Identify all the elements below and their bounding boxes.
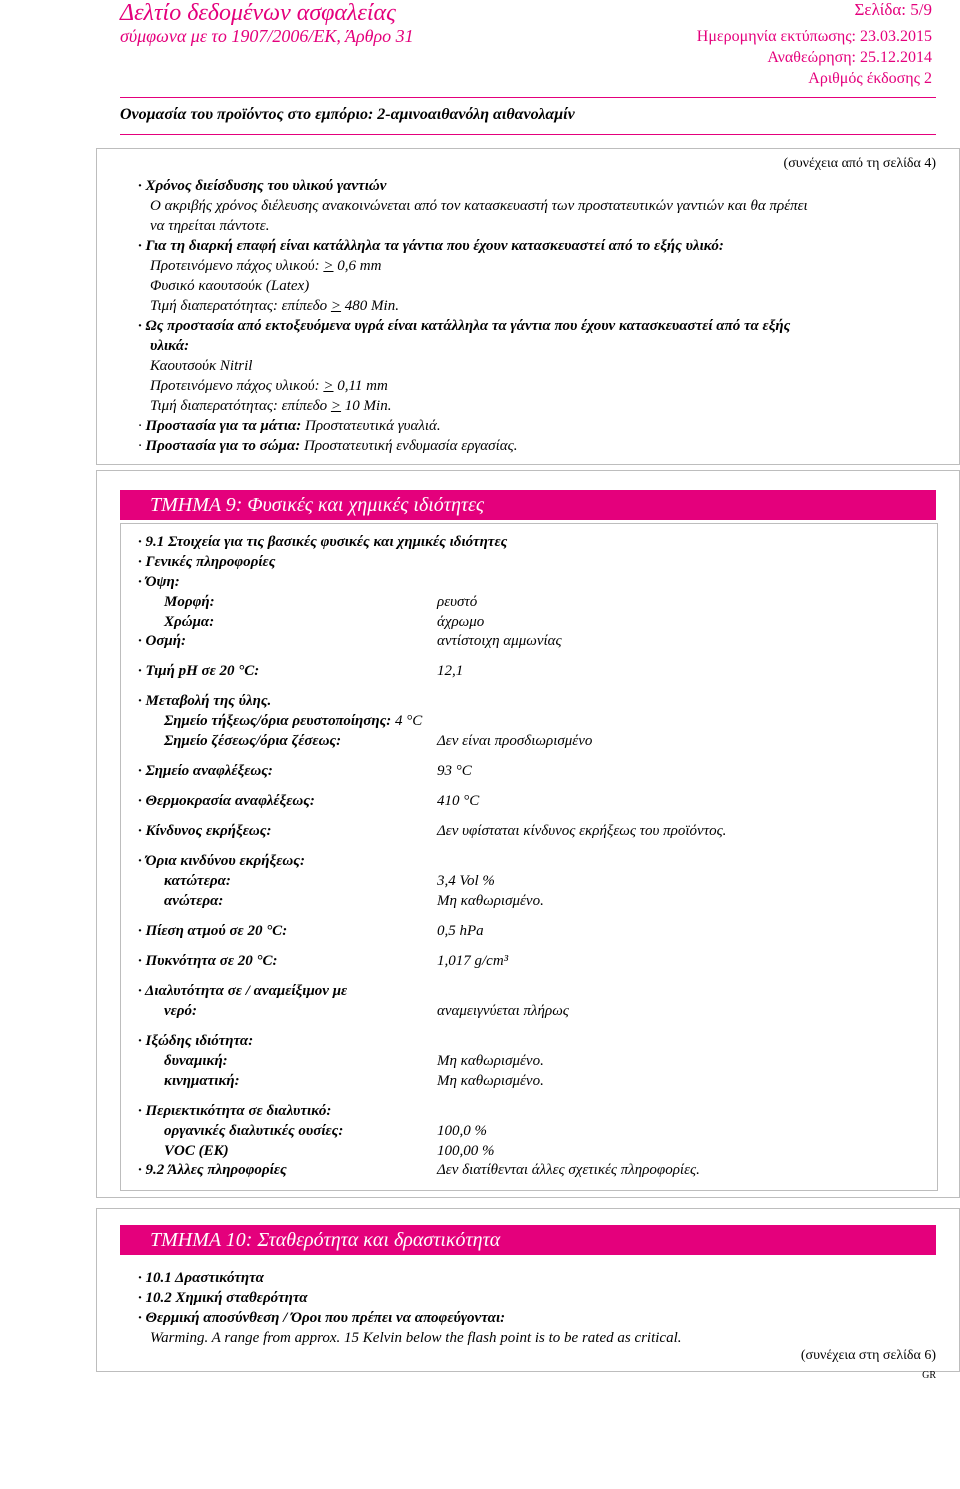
language-code: GR — [922, 1370, 936, 1381]
product-name: Ονομασία του προϊόντος στο εμπόριο: 2-αμινοαιθανόλη αιθανολαμίν — [120, 106, 575, 123]
voc-label: VOC (EK) — [164, 1143, 229, 1159]
explosion-limits-label: · Όρια κινδύνου εκρήξεως: — [138, 851, 305, 871]
explosion-label: · Κίνδυνος εκρήξεως: — [138, 821, 271, 841]
form-label: Μορφή: — [164, 594, 215, 610]
lc-material: Φυσικό καουτσούκ (Latex) — [150, 278, 310, 294]
density-value: 1,017 g/cm³ — [437, 953, 509, 969]
voc-value: 100,00 % — [437, 1143, 495, 1159]
organic-solvents-value: 100,0 % — [437, 1123, 487, 1139]
thermal-decomposition: · Θερμική αποσύνθεση / Όροι που πρέπει να αποφεύγονται: — [138, 1308, 505, 1328]
glove-penetration-title: · Χρόνος διείσδυσης του υλικού γαντιών — [138, 176, 386, 196]
upper-limit-value: Μη καθωρισμένο. — [437, 893, 544, 909]
organic-solvents-label: οργανικές διαλυτικές ουσίες: — [164, 1123, 344, 1139]
section-10-heading: ΤΜΗΜΑ 10: Σταθερότητα και δραστικότητα — [120, 1225, 936, 1255]
vapour-pressure-value: 0,5 hPa — [437, 923, 484, 939]
solubility-value: αναμειγνύεται πλήρως — [437, 1003, 569, 1019]
lc-permeation: Τιμή διαπερατότητας: επίπεδο > 480 Min. — [150, 298, 399, 314]
print-date: Ημερομηνία εκτύπωσης: 23.03.2015 — [696, 28, 932, 45]
ignition-value: 410 °C — [437, 793, 480, 809]
ignition-label: · Θερμοκρασία αναφλέξεως: — [138, 791, 315, 811]
appearance-label: · Όψη: — [138, 572, 180, 592]
kinematic-label: κινηματική: — [164, 1073, 240, 1089]
form-value: ρευστό — [437, 594, 478, 610]
page-number: Σελίδα: 5/9 — [854, 0, 932, 19]
ph-value: 12,1 — [437, 663, 464, 679]
state-change-label: · Μεταβολή της ύλης. — [138, 691, 271, 711]
eye-protection: · Προστασία για τα μάτια: Προστατευτικά γυαλιά. — [138, 416, 441, 436]
boiling-value: Δεν είναι προσδιωρισμένο — [437, 733, 593, 749]
glove-penetration-text: Ο ακριβής χρόνος διέλευσης ανακοινώνεται από τον κατασκευαστή των προστατευτικών γαντιών και θα πρέπει — [150, 198, 808, 214]
other-info-value: Δεν διατίθενται άλλες σχετικές πληροφορίες. — [437, 1162, 700, 1178]
revision-date: Αναθεώρηση: 25.12.2014 — [767, 49, 932, 66]
continued-from: (συνέχεια από τη σελίδα 4) — [783, 156, 936, 171]
colour-value: άχρωμο — [437, 614, 485, 630]
odour-value: αντίστοιχη αμμωνίας — [437, 633, 562, 649]
sp-permeation: Τιμή διαπερατότητας: επίπεδο > 10 Min. — [150, 398, 392, 414]
sp-material: Καουτσούκ Nitril — [150, 358, 253, 374]
document-subtitle: σύμφωνα με το 1907/2006/ΕΚ, Άρθρο 31 — [120, 26, 414, 46]
solubility-label-cont: νερό: — [164, 1003, 198, 1019]
melting-point: Σημείο τήξεως/όρια ρευστοποίησης: 4 °C — [164, 713, 423, 729]
boiling-label: Σημείο ζέσεως/όρια ζέσεως: — [164, 733, 342, 749]
dynamic-label: δυναμική: — [164, 1053, 228, 1069]
sub-9-1: · 9.1 Στοιχεία για τις βασικές φυσικές και χημικές ιδιότητες — [138, 532, 507, 552]
explosion-value: Δεν υφίσταται κίνδυνος εκρήξεως του προϊόντος. — [437, 823, 727, 839]
kinematic-value: Μη καθωρισμένο. — [437, 1073, 544, 1089]
flash-point-label: · Σημείο αναφλέξεως: — [138, 761, 273, 781]
section-9-heading: ΤΜΗΜΑ 9: Φυσικές και χημικές ιδιότητες — [120, 490, 936, 520]
vapour-pressure-label: · Πίεση ατμού σε 20 °C: — [138, 921, 287, 941]
warming-text: Warming. A range from approx. 15 Kelvin below the flash point is to be rated as critical. — [150, 1330, 682, 1346]
lower-limit-value: 3,4 Vol % — [437, 873, 495, 889]
upper-limit-label: ανώτερα: — [164, 893, 224, 909]
odour-label: · Οσμή: — [138, 631, 186, 651]
long-contact-title: · Για τη διαρκή επαφή είναι κατάλληλα τα γάντια που έχουν κατασκευαστεί από το εξής υλικό: — [138, 236, 724, 256]
header-rule — [120, 97, 936, 98]
splash-title-cont: υλικά: — [150, 338, 190, 354]
reactivity: · 10.1 Δραστικότητα — [138, 1268, 264, 1288]
flash-point-value: 93 °C — [437, 763, 472, 779]
dynamic-value: Μη καθωρισμένο. — [437, 1053, 544, 1069]
solvent-content-label: · Περιεκτικότητα σε διαλυτικό: — [138, 1101, 331, 1121]
viscosity-label: · Ιξώδης ιδιότητα: — [138, 1031, 253, 1051]
colour-label: Χρώμα: — [164, 614, 215, 630]
general-info: · Γενικές πληροφορίες — [138, 552, 275, 572]
other-info-label: · 9.2 Άλλες πληροφορίες — [138, 1160, 287, 1180]
solubility-label: · Διαλυτότητα σε / αναμείξιμον με — [138, 981, 347, 1001]
body-protection: · Προστασία για το σώμα: Προστατευτική ενδυμασία εργασίας. — [138, 436, 517, 456]
header-rule-bottom — [120, 134, 936, 135]
lower-limit-label: κατώτερα: — [164, 873, 231, 889]
ph-label: · Τιμή pH σε 20 °C: — [138, 661, 259, 681]
density-label: · Πυκνότητα σε 20 °C: — [138, 951, 278, 971]
glove-penetration-text-cont: να τηρείται πάντοτε. — [150, 218, 270, 234]
version-number: Αριθμός έκδοσης 2 — [808, 70, 932, 87]
document-title: Δελτίο δεδομένων ασφαλείας — [120, 0, 396, 26]
splash-title: · Ως προστασία από εκτοξευόμενα υγρά είναι κατάλληλα τα γάντια που έχουν κατασκευαστεί από τα εξής — [138, 316, 790, 336]
lc-thickness: Προτεινόμενο πάχος υλικού: > 0,6 mm — [150, 258, 382, 274]
sp-thickness: Προτεινόμενο πάχος υλικού: > 0,11 mm — [150, 378, 388, 394]
chemical-stability: · 10.2 Χημική σταθερότητα — [138, 1288, 308, 1308]
continued-on: (συνέχεια στη σελίδα 6) — [800, 1348, 936, 1363]
